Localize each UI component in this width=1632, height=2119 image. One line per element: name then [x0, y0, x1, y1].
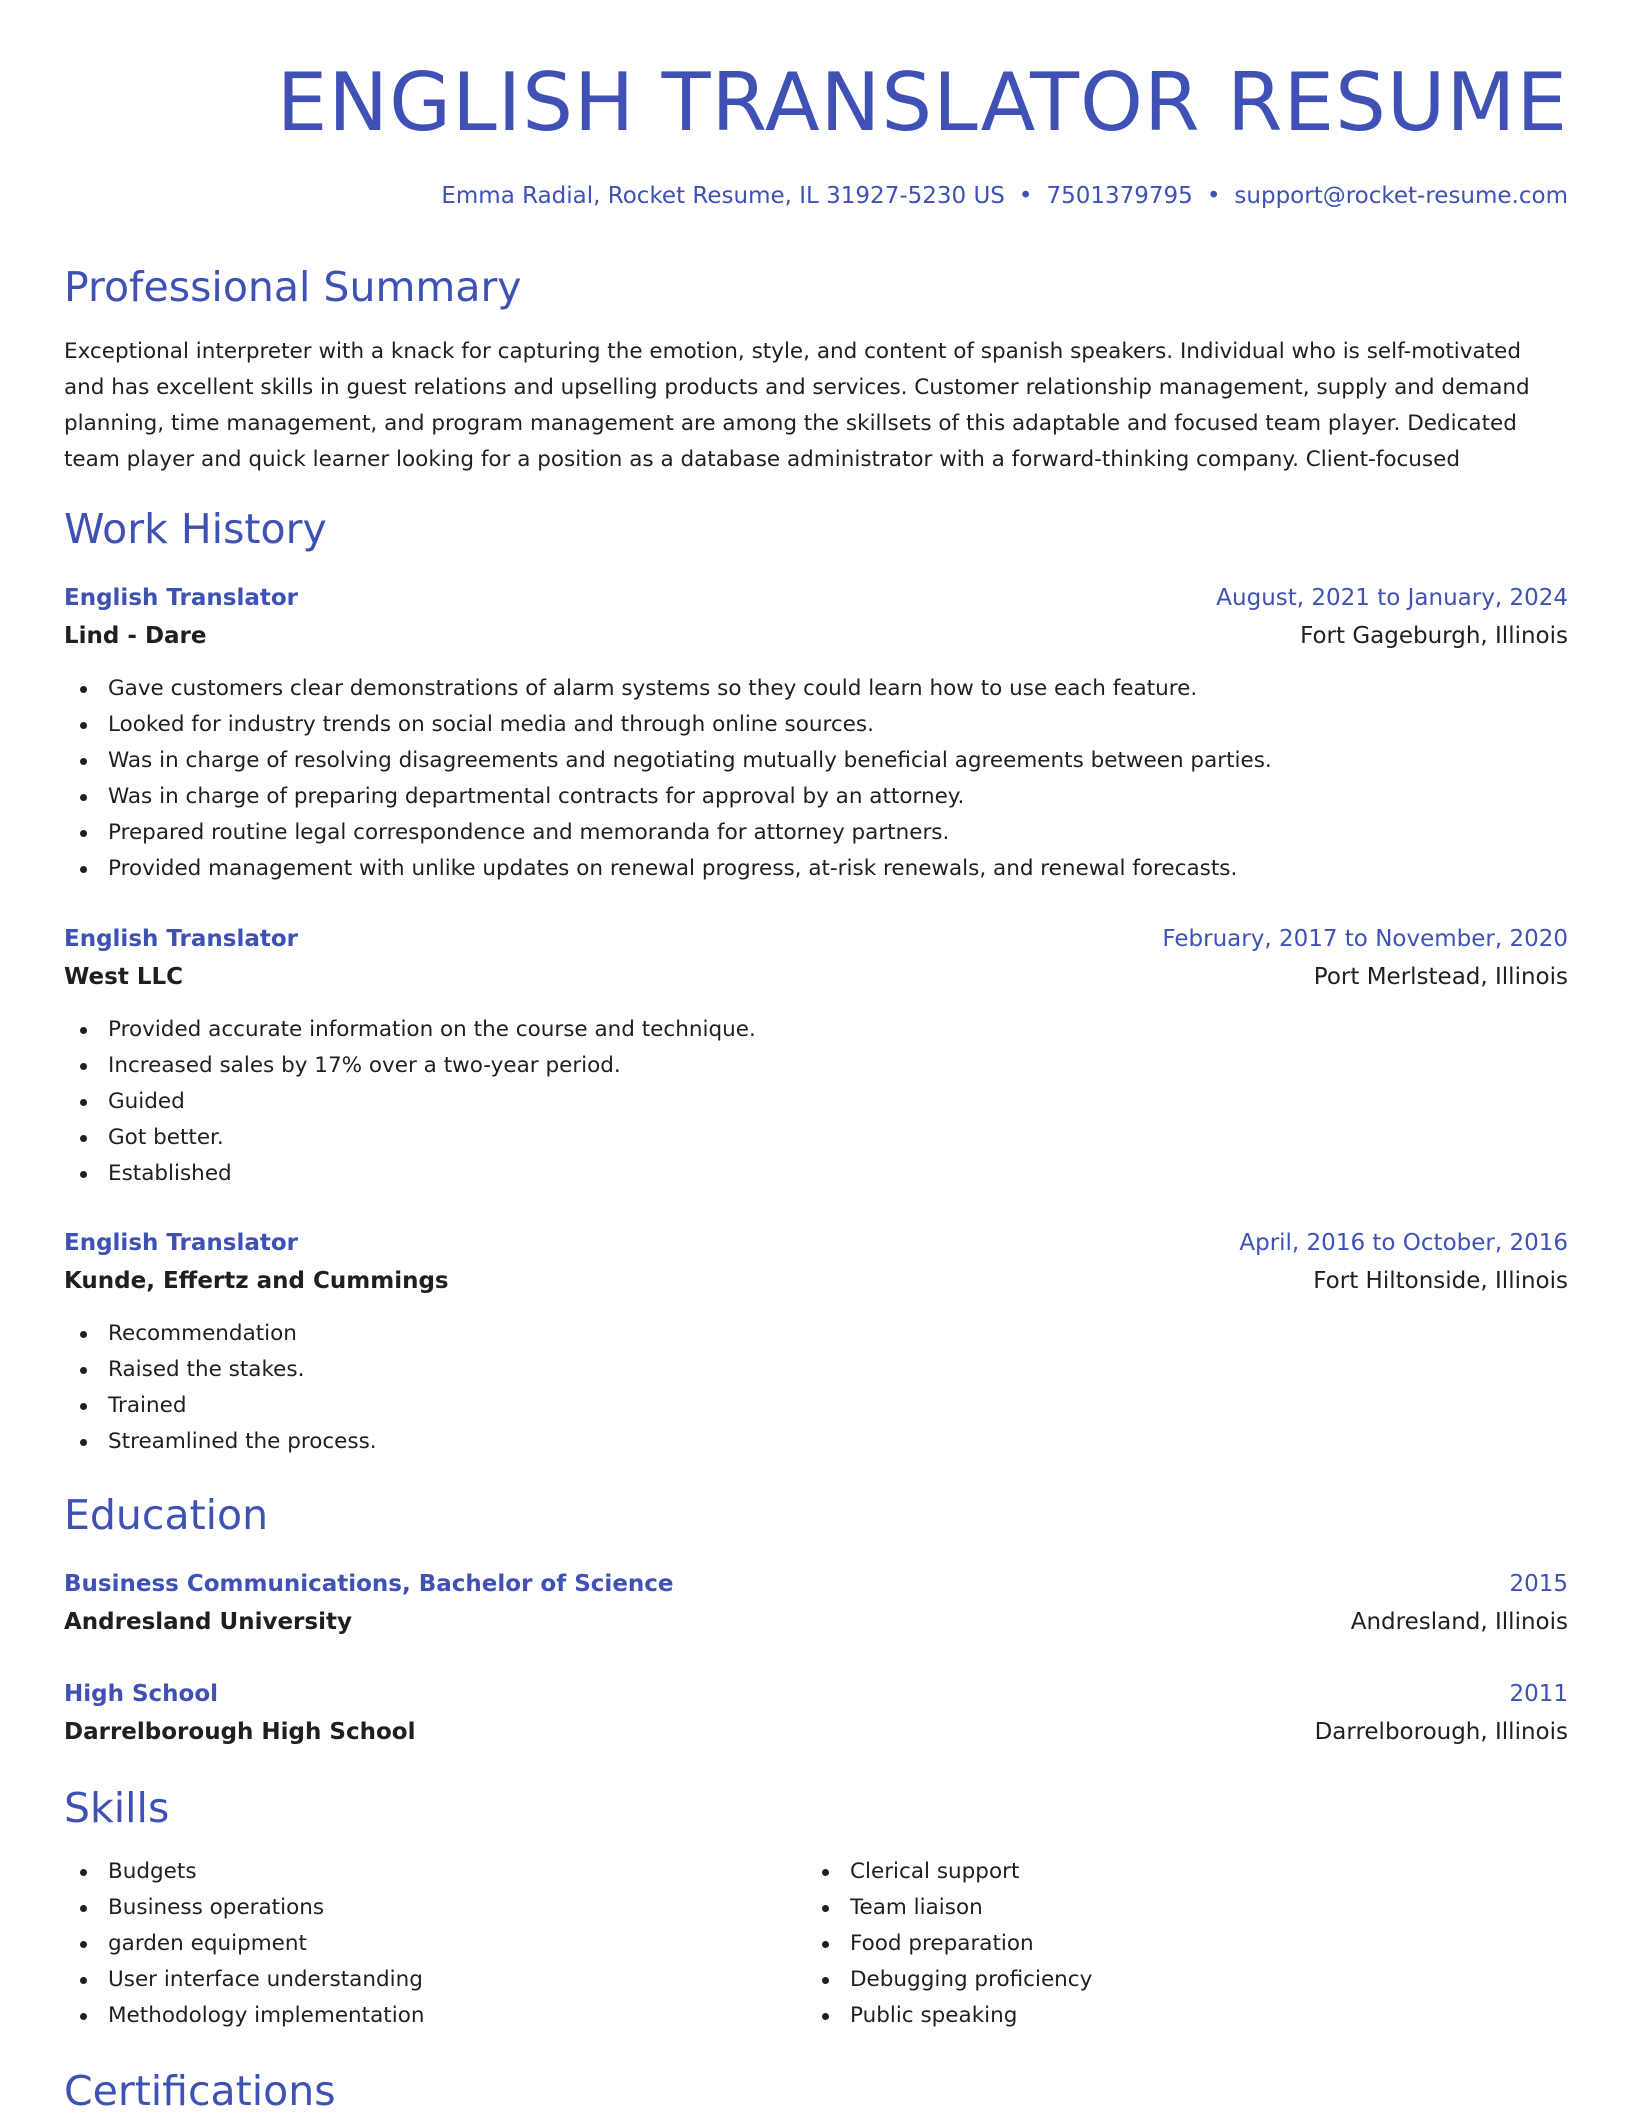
skills-list: [64, 1854, 764, 2034]
education-degree: High School: [64, 1681, 219, 1707]
contact-address: Emma Radial, Rocket Resume, IL 31927-5230 US: [441, 183, 1005, 209]
skill-item: Food preparation: [806, 1926, 1506, 1962]
job-company: Kunde, Effertz and Cummings: [64, 1268, 449, 1294]
job-bullet: Looked for industry trends on social media and through online sources.: [64, 707, 1568, 743]
job-location: Port Merlstead, Illinois: [1313, 964, 1568, 990]
job-company: West LLC: [64, 964, 184, 990]
education-year: 2015: [1509, 1571, 1568, 1597]
contact-line: [441, 178, 1568, 214]
education-location: Andresland, Illinois: [1350, 1609, 1568, 1635]
certifications-heading: Certifications: [64, 2067, 336, 2115]
job-bullet: Was in charge of preparing departmental contracts for approval by an attorney.: [64, 779, 1568, 815]
job-location: Fort Gageburgh, Illinois: [1300, 623, 1568, 649]
job-entry: [64, 920, 1568, 1192]
job-location: Fort Hiltonside, Illinois: [1313, 1268, 1568, 1294]
job-dates: August, 2021 to January, 2024: [1216, 585, 1568, 611]
job-entry: [64, 1224, 1568, 1460]
job-bullet: Guided: [64, 1084, 1568, 1120]
education-heading: Education: [64, 1491, 269, 1539]
contact-separator: •: [1018, 183, 1033, 209]
job-bullet: Established: [64, 1156, 1568, 1192]
education-degree: Business Communications, Bachelor of Science: [64, 1571, 674, 1597]
job-bullet: Provided accurate information on the course and technique.: [64, 1012, 1568, 1048]
job-bullets: [64, 1316, 1568, 1460]
skill-item: Methodology implementation: [64, 1998, 764, 2034]
education-entry: [64, 1675, 1568, 1751]
job-bullet: Trained: [64, 1388, 1568, 1424]
job-bullets: [64, 671, 1568, 887]
job-entry: [64, 579, 1568, 887]
skills-column-left: [64, 1854, 764, 2034]
education-school: Andresland University: [64, 1609, 352, 1635]
skills-list: [806, 1854, 1506, 2034]
skill-item: garden equipment: [64, 1926, 764, 1962]
contact-separator: •: [1206, 183, 1221, 209]
skill-item: Public speaking: [806, 1998, 1506, 2034]
job-bullet: Provided management with unlike updates on renewal progress, at-risk renewals, and renewal forecasts.: [64, 851, 1568, 887]
job-role: English Translator: [64, 1230, 299, 1256]
work-history-heading: Work History: [64, 505, 327, 553]
contact-email: support@rocket-resume.com: [1234, 183, 1568, 209]
job-bullet: Got better.: [64, 1120, 1568, 1156]
job-bullet: Was in charge of resolving disagreements and negotiating mutually beneficial agreements between parties.: [64, 743, 1568, 779]
education-location: Darrelborough, Illinois: [1314, 1719, 1568, 1745]
job-role: English Translator: [64, 926, 299, 952]
skill-item: Clerical support: [806, 1854, 1506, 1890]
education-year: 2011: [1509, 1681, 1568, 1707]
skill-item: Business operations: [64, 1890, 764, 1926]
job-bullet: Prepared routine legal correspondence and memoranda for attorney partners.: [64, 815, 1568, 851]
skill-item: Team liaison: [806, 1890, 1506, 1926]
summary-text: Exceptional interpreter with a knack for capturing the emotion, style, and content of spanish speakers. Individual who is self-motivated and has excellent skills in guest relations and upselling products and services. Customer relationship management, supply and demand planning, time management, and program management are among the skillsets of this adaptable and focused team player. Dedicated team player and quick learner looking for a position as a database administrator with a forward-thinking company. Client-focused: [64, 339, 1530, 472]
skills-column-right: [806, 1854, 1506, 2034]
job-bullet: Gave customers clear demonstrations of alarm systems so they could learn how to use each feature.: [64, 671, 1568, 707]
skill-item: Budgets: [64, 1854, 764, 1890]
job-bullet: Increased sales by 17% over a two-year period.: [64, 1048, 1568, 1084]
education-entry: [64, 1565, 1568, 1641]
job-bullet: Raised the stakes.: [64, 1352, 1568, 1388]
education-school: Darrelborough High School: [64, 1719, 416, 1745]
job-role: English Translator: [64, 585, 299, 611]
skill-item: Debugging proficiency: [806, 1962, 1506, 1998]
skills-heading: Skills: [64, 1784, 170, 1832]
job-bullet: Streamlined the process.: [64, 1424, 1568, 1460]
job-bullet: Recommendation: [64, 1316, 1568, 1352]
job-company: Lind - Dare: [64, 623, 207, 649]
job-dates: February, 2017 to November, 2020: [1162, 926, 1568, 952]
job-dates: April, 2016 to October, 2016: [1239, 1230, 1568, 1256]
skill-item: User interface understanding: [64, 1962, 764, 1998]
summary-heading: Professional Summary: [64, 263, 522, 311]
job-bullets: [64, 1012, 1568, 1192]
contact-phone: 7501379795: [1046, 183, 1193, 209]
resume-title: ENGLISH TRANSLATOR RESUME: [276, 56, 1568, 149]
